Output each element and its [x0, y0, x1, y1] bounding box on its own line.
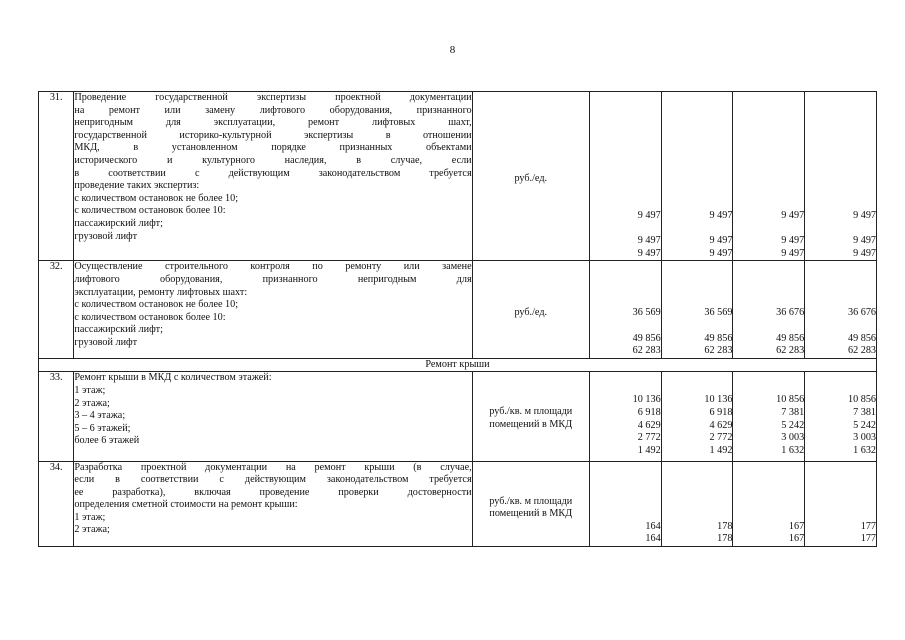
row-description: Осуществление строительного контроля по ремонту или замене лифтового оборудования, признанного непригодным для эксплуатации, ремонту лифтовых шахт: с количеством остановок не более 10; с количеством остановок более 10: пассажирский лифт; грузовой лифт — [74, 261, 472, 358]
value-cell: 36 676 49 856 62 283 — [733, 261, 805, 358]
section-title: Ремонт крыши — [39, 358, 877, 372]
value-cell: 10 856 7 381 5 242 3 003 1 632 — [805, 372, 877, 461]
value-cell: 178 178 — [661, 461, 733, 546]
value-cell: 10 856 7 381 5 242 3 003 1 632 — [733, 372, 805, 461]
tariff-table — [38, 91, 877, 547]
row-number: 32. — [39, 261, 74, 358]
row-number: 33. — [39, 372, 74, 461]
row-description: Ремонт крыши в МКД с количеством этажей: 1 этаж; 2 этажа; 3 – 4 этажа; 5 – 6 этажей; более 6 этажей — [74, 372, 472, 461]
value-cell: 9 497 9 497 9 497 — [661, 92, 733, 261]
row-unit: руб./кв. м площади помещений в МКД — [472, 461, 589, 546]
value-cell: 36 569 49 856 62 283 — [661, 261, 733, 358]
row-unit: руб./кв. м площади помещений в МКД — [472, 372, 589, 461]
value-cell: 164 164 — [589, 461, 661, 546]
value-cell: 36 676 49 856 62 283 — [805, 261, 877, 358]
value-cell: 36 569 49 856 62 283 — [589, 261, 661, 358]
row-number: 31. — [39, 92, 74, 261]
value-cell: 10 136 6 918 4 629 2 772 1 492 — [661, 372, 733, 461]
row-unit: руб./ед. — [472, 92, 589, 261]
section-header-row — [39, 358, 877, 372]
value-cell: 9 497 9 497 9 497 — [805, 92, 877, 261]
table-row-31 — [39, 92, 877, 261]
value-cell: 9 497 9 497 9 497 — [733, 92, 805, 261]
row-number: 34. — [39, 461, 74, 546]
row-unit: руб./ед. — [472, 261, 589, 358]
row-description: Разработка проектной документации на ремонт крыши (в случае, если в соответствии с действующим законодательством требуется ее разработка), включая проведение проверки достоверности определения сметной стоимости на ремонт крыши: 1 этаж; 2 этажа; — [74, 461, 472, 546]
table-row-34 — [39, 461, 877, 546]
value-cell: 177 177 — [805, 461, 877, 546]
value-cell: 10 136 6 918 4 629 2 772 1 492 — [589, 372, 661, 461]
page-number: 8 — [449, 44, 456, 56]
table-row-33 — [39, 372, 877, 461]
table-row-32 — [39, 261, 877, 358]
value-cell: 9 497 9 497 9 497 — [589, 92, 661, 261]
value-cell: 167 167 — [733, 461, 805, 546]
row-description: Проведение государственной экспертизы проектной документации на ремонт или замену лифтового оборудования, признанного непригодным для эксплуатации, ремонт лифтовых шахт, государственной историко-культурной экспертизы в отношении МКД, в установленном порядке признанных объектами исторического и культурного наследия, в случае, если в соответствии с действующим законодательством требуется проведение таких экспертиз: с количеством остановок не более 10; с количеством остановок более 10: пассажирский лифт; грузовой лифт — [74, 92, 472, 261]
